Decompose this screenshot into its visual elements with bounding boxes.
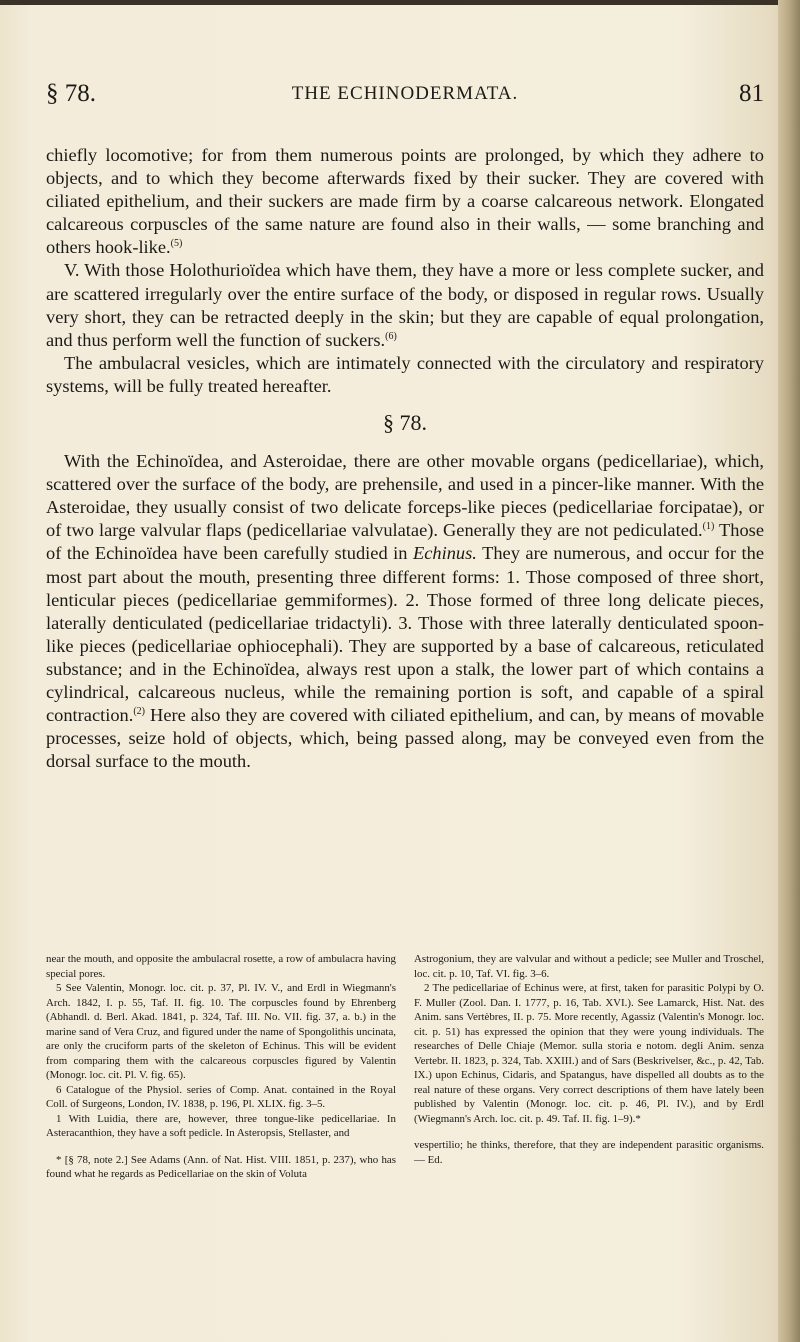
header-section-number: § 78. xyxy=(46,80,96,107)
editor-note-left: * [§ 78, note 2.] See Adams (Ann. of Nat. Hist. VIII. 1851, p. 237), who has found what he regards as Pedicellariae on the skin of Voluta xyxy=(46,1153,396,1180)
footnotes xyxy=(46,952,764,1182)
footnote-1-continuation: Astrogonium, they are valvular and without a pedicle; see Muller and Troschel, loc. cit. p. 10, Taf. VI. fig. 3–6. xyxy=(414,953,764,980)
paragraph-1 xyxy=(46,144,764,259)
paragraph-3: The ambulacral vesicles, which are intimately connected with the circulatory and respiratory systems, will be fully treated hereafter. xyxy=(46,352,764,396)
paragraph-4-text-b: Those of the Echinoïdea have been carefully studied in xyxy=(46,520,765,564)
paragraph-4-text-d: Here also they are covered with ciliated epithelium, and can, by means of movable processes, seize hold of objects, which, being passed along, may be conveyed even from the dorsal surface to the mouth. xyxy=(46,705,764,772)
paragraph-4-text-a: With the Echinoïdea, and Asteroidae, there are other movable organs (pedicellariae), which, scattered over the surface of the body, are prehensile, and used in a pincer-like manner. With the Asteroidae, they usually consist of two delicate forceps-like pieces (pedicellariae forcipatae), or of two large valvular flaps (pedicellariae valvulatae). Generally they are not pediculated. xyxy=(46,451,764,541)
paragraph-2 xyxy=(46,259,764,351)
footnote-5: 5 See Valentin, Monogr. loc. cit. p. 37, Pl. IV. V., and Erdl in Wiegmann's Arch. 1842, I. p. 55, Taf. II. fig. 10. The corpuscles found by Ehrenberg (Abhandl. d. Berl. Akad. 1841, p. 324, Taf. III. No. VII. fig. 37, a. b.) in the marine sand of Vera Cruz, and figured under the name of Spongolithis uncinata, are only the cruciform parts of the skeleton of Echinus. This will be evident from comparing them with the calcareous corpuscles figured by Valentin (Monogr. loc. cit. Pl. V. fig. 65). xyxy=(46,982,396,1081)
paragraph-1-text: chiefly locomotive; for from them numerous points are prolonged, by which they adhere to objects, and to which they become afterwards fixed by their sucker. They are covered with ciliated epithelium, and their suckers are made firm by a coarse calcareous network. Elongated calcareous corpuscles of the same nature are found also in their walls, — some branching and others hook-like. xyxy=(46,145,764,258)
footnote-2: 2 The pedicellariae of Echinus were, at first, taken for parasitic Polypi by O. F. Muller (Zool. Dan. I. 1777, p. 16, Tab. XVI.). See Lamarck, Hist. Nat. des Anim. sans Vertèbres, II. p. 75. More recently, Agassiz (Valentin's Monogr. loc. cit. p. 51) has expressed the opinion that they were young individuals. The researches of Delle Chiaje (Memor. sulla storia e notom. degli Anim. senza Vertebr. II. 1823, p. 324, Tab. XXIII.) and of Sars (Beskrivelser, &c., p. 42, Tab. IX.) upon Echinus, Cidaris, and Spatangus, have dispelled all doubts as to the real nature of these organs. Very correct descriptions of them have lately been published by Valentin (Monogr. loc. cit. p. 46, Pl. IV.), and by Erdl (Wiegmann's Arch. loc. cit. p. 49. Taf. II. fig. 1–9).* xyxy=(414,982,764,1125)
page-binding-edge xyxy=(778,0,800,1342)
footnote-ref-6: (6) xyxy=(385,330,397,342)
section-heading: § 78. xyxy=(383,410,427,436)
footnotes-left-column xyxy=(46,952,396,1182)
genus-name: Echinus. xyxy=(413,543,477,564)
footnotes-right-column xyxy=(414,952,764,1182)
page-top-edge xyxy=(0,0,800,5)
header-title: THE ECHINODERMATA. xyxy=(291,83,519,104)
footnote-ref-1: (1) xyxy=(702,521,715,533)
footnote-ref-2: (2) xyxy=(133,705,145,717)
footnote-continuation: near the mouth, and opposite the ambulacral rosette, a row of ambulacra having special pores. xyxy=(46,953,396,980)
paragraph-4-text-c: They are numerous, and occur for the most part about the mouth, presenting three different forms: 1. Those composed of three short, lenticular pieces (pedicellariae gemmiformes). 2. Those formed of three long delicate pieces, laterally denticulated (pedicellariae tridactyli). 3. Those with three laterally denticulated spoon-like pieces (pedicellariae ophiocephali). They are supported by a base of calcareous, reticulated substance; and in the Echinoïdea, always rest upon a stalk, the lower part of which contains a cylindrical, calcareous nucleus, while the remaining portion is soft, and capable of a spiral contraction. xyxy=(46,543,764,726)
paragraph-2-text: V. With those Holothurioïdea which have them, they have a more or less complete sucker, and are scattered irregularly over the entire surface of the body, or disposed in regular rows. Usually very short, they can be retracted deeply in the skin; but they are capable of equal prolongation, and thus perform well the function of suckers. xyxy=(46,260,764,350)
main-text xyxy=(46,144,764,773)
editor-note-right: vespertilio; he thinks, therefore, that they are independent parasitic organisms. — Ed. xyxy=(414,1139,764,1166)
footnote-ref-5: (5) xyxy=(170,238,183,250)
running-header xyxy=(46,80,764,116)
paragraph-4 xyxy=(46,450,764,773)
footnote-1: 1 With Luidia, there are, however, three tongue-like pedicellariae. In Asteracanthion, they have a soft pedicle. In Asteropsis, Stellaster, and xyxy=(46,1112,396,1139)
footnote-6: 6 Catalogue of the Physiol. series of Comp. Anat. contained in the Royal Coll. of Surgeons, London, IV. 1838, p. 196, Pl. XLIX. fig. 3–5. xyxy=(46,1083,396,1110)
page-number: 81 xyxy=(739,80,764,107)
